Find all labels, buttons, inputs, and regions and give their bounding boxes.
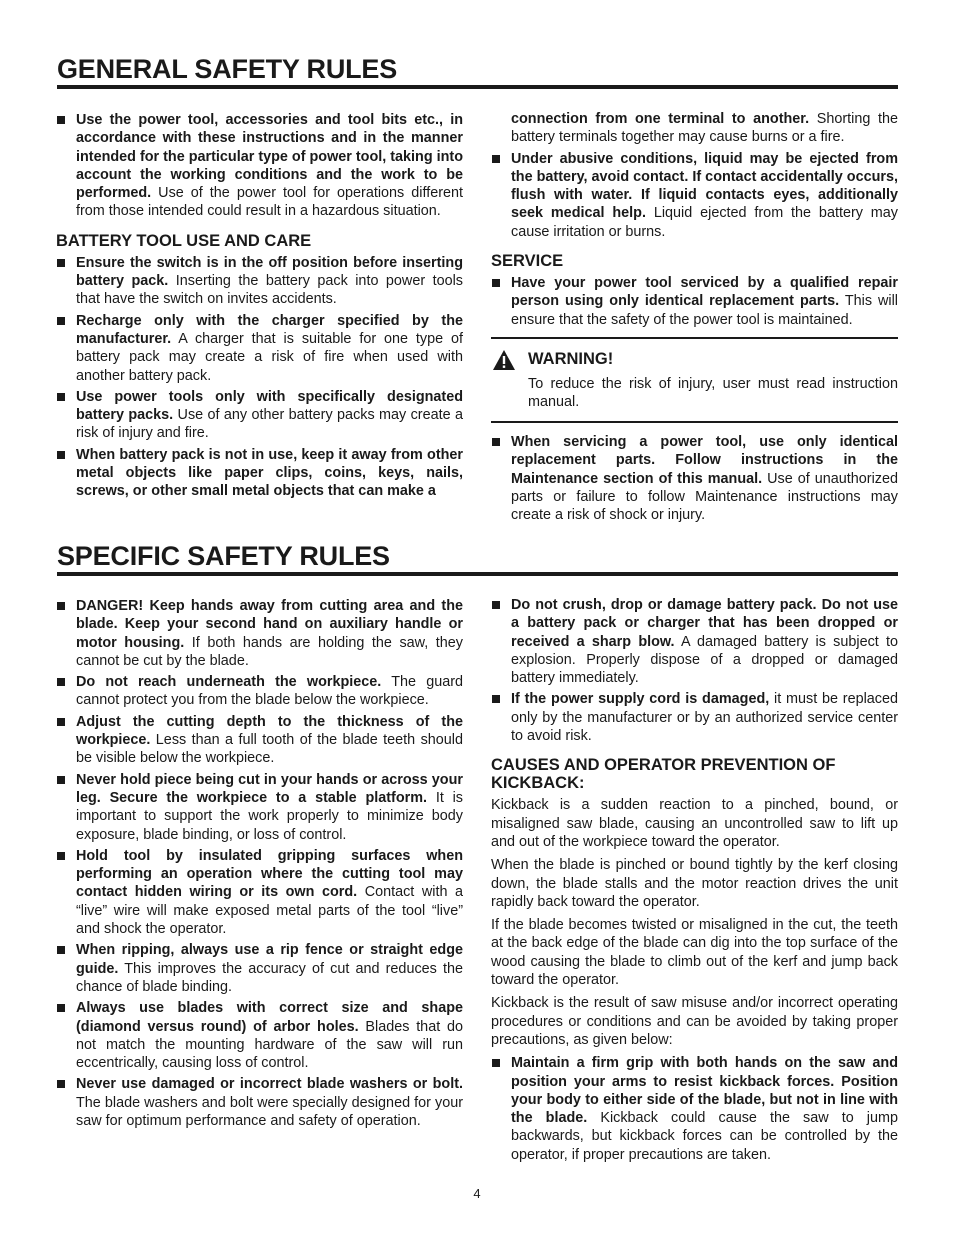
list-item: Have your power tool serviced by a qualified repair person using only identical replacement parts. This will ensure that the safety of the power tool is maintained.: [491, 274, 898, 329]
bullet-square-icon: [57, 116, 65, 124]
list-item-continuation: connection from one terminal to another. Shorting the battery terminals together may cause burns or a fire.: [511, 111, 898, 146]
general-left-column: [56, 111, 463, 504]
section-heading: CAUSES AND OPERATOR PREVENTION OF KICKBACK:: [491, 756, 836, 793]
list-item: Maintain a firm grip with both hands on the saw and position your arms to resist kickback forces. Position your body to either side of the blade, but not in line with the blade. Kickback could cause the saw to jump backwards, but kickback forces can be controlled by the operator, if proper precautions are taken.: [491, 1054, 898, 1164]
bullet-square-icon: [57, 1080, 65, 1088]
bullet-square-icon: [57, 852, 65, 860]
title-rule: [57, 572, 898, 576]
section-heading: BATTERY TOOL USE AND CARE: [56, 231, 312, 250]
paragraph: When the blade is pinched or bound tightly by the kerf closing down, the blade stalls and the motor reaction drives the unit rapidly back toward the operator.: [491, 857, 898, 910]
list-item: Use power tools only with specifically designated battery packs. Use of any other battery packs may create a risk of injury and fire.: [56, 388, 463, 443]
bullet-square-icon: [492, 279, 500, 287]
list-item: Do not reach underneath the workpiece. The guard cannot protect you from the blade below the workpiece.: [56, 673, 463, 710]
list-item: Do not crush, drop or damage battery pack. Do not use a battery pack or charger that has been dropped or received a sharp blow. A damaged battery is subject to explosion. Properly dispose of a dropped or damaged battery immediately.: [491, 596, 898, 687]
list-item: Recharge only with the charger specified by the manufacturer. A charger that is suitable for one type of battery pack may create a risk of fire when used with another battery pack.: [56, 312, 463, 385]
bullet-square-icon: [57, 946, 65, 954]
list-item: When battery pack is not in use, keep it away from other metal objects like paper clips, coins, keys, nails, screws, or other small metal objects that can make a: [56, 446, 463, 501]
bullet-square-icon: [57, 259, 65, 267]
specific-left-column: [56, 597, 463, 1133]
list-item: DANGER! Keep hands away from cutting area and the blade. Keep your second hand on auxiliary handle or motor housing. If both hands are holding the saw, they cannot be cut by the blade.: [56, 597, 463, 670]
bullet-square-icon: [57, 393, 65, 401]
general-right-column: [491, 110, 898, 527]
list-item: Use the power tool, accessories and tool bits etc., in accordance with these instructions and in the manner intended for the particular type of power tool, taking into account the working conditions and the work to be performed. Use of the power tool for operations different from those intended could result in a hazardous situation.: [56, 111, 463, 221]
list-item: Adjust the cutting depth to the thickness of the workpiece. Less than a full tooth of the blade teeth should be visible below the workpiece.: [56, 713, 463, 768]
list-item: Ensure the switch is in the off position before inserting battery pack. Inserting the battery pack into power tools that have the switch on invites accidents.: [56, 254, 463, 309]
list-item: Never use damaged or incorrect blade washers or bolt. The blade washers and bolt were specially designed for your saw for optimum performance and safety of operation.: [56, 1075, 463, 1130]
bullet-square-icon: [492, 155, 500, 163]
bullet-square-icon: [57, 678, 65, 686]
section-heading: SERVICE: [491, 252, 564, 271]
page-number: 4: [473, 1186, 481, 1201]
list-item: If the power supply cord is damaged, it must be replaced only by the manufacturer or by an authorized service center to avoid risk.: [491, 690, 898, 745]
list-item: Hold tool by insulated gripping surfaces when performing an operation where the cutting tool may contact hidden wiring or its own cord. Contact with a “live” wire will make exposed metal parts of the tool “live” and shock the operator.: [56, 847, 463, 938]
divider: [491, 337, 898, 339]
warning-box: [491, 349, 898, 411]
divider: [491, 421, 898, 423]
list-item: When servicing a power tool, use only identical replacement parts. Follow instructions in the Maintenance section of this manual. Use of unauthorized parts or failure to follow Maintenance instructions may create a risk of shock or injury.: [491, 433, 898, 524]
bullet-square-icon: [57, 718, 65, 726]
bullet-square-icon: [492, 695, 500, 703]
paragraph: Kickback is the result of saw misuse and/or incorrect operating procedures or conditions and can be avoided by taking proper precautions, as given below:: [491, 995, 898, 1048]
warning-triangle-icon: [492, 349, 516, 371]
general-safety-title: GENERAL SAFETY RULES: [57, 54, 398, 84]
bullet-square-icon: [57, 776, 65, 784]
paragraph: If the blade becomes twisted or misaligned in the cut, the teeth at the back edge of the blade can dig into the top surface of the wood causing the blade to climb out of the kerf and jump back toward the operator.: [491, 917, 898, 989]
bullet-square-icon: [57, 317, 65, 325]
title-rule: [57, 85, 898, 89]
bullet-square-icon: [57, 1004, 65, 1012]
bullet-square-icon: [492, 601, 500, 609]
warning-body: To reduce the risk of injury, user must read instruction manual.: [528, 375, 898, 410]
list-item: Always use blades with correct size and shape (diamond versus round) of arbor holes. Blades that do not match the mounting hardware of the saw will run eccentrically, causing loss of control.: [56, 999, 463, 1072]
specific-right-column: [491, 596, 898, 1167]
bullet-square-icon: [57, 451, 65, 459]
bullet-square-icon: [492, 1059, 500, 1067]
paragraph: Kickback is a sudden reaction to a pinched, bound, or misaligned saw blade, causing an uncontrolled saw to lift up and out of the workpiece toward the operator.: [491, 797, 898, 850]
warning-title: WARNING!: [528, 349, 614, 368]
list-item: Never hold piece being cut in your hands or across your leg. Secure the workpiece to a stable platform. It is important to support the work properly to minimize body exposure, blade binding, or loss of control.: [56, 771, 463, 844]
specific-safety-title: SPECIFIC SAFETY RULES: [57, 541, 390, 571]
bullet-square-icon: [492, 438, 500, 446]
list-item: Under abusive conditions, liquid may be ejected from the battery, avoid contact. If contact accidentally occurs, flush with water. If liquid contacts eyes, additionally seek medical help. Liquid ejected from the battery may cause irritation or burns.: [491, 150, 898, 241]
bullet-square-icon: [57, 602, 65, 610]
list-item: When ripping, always use a rip fence or straight edge guide. This improves the accuracy of cut and reduces the chance of blade binding.: [56, 941, 463, 996]
